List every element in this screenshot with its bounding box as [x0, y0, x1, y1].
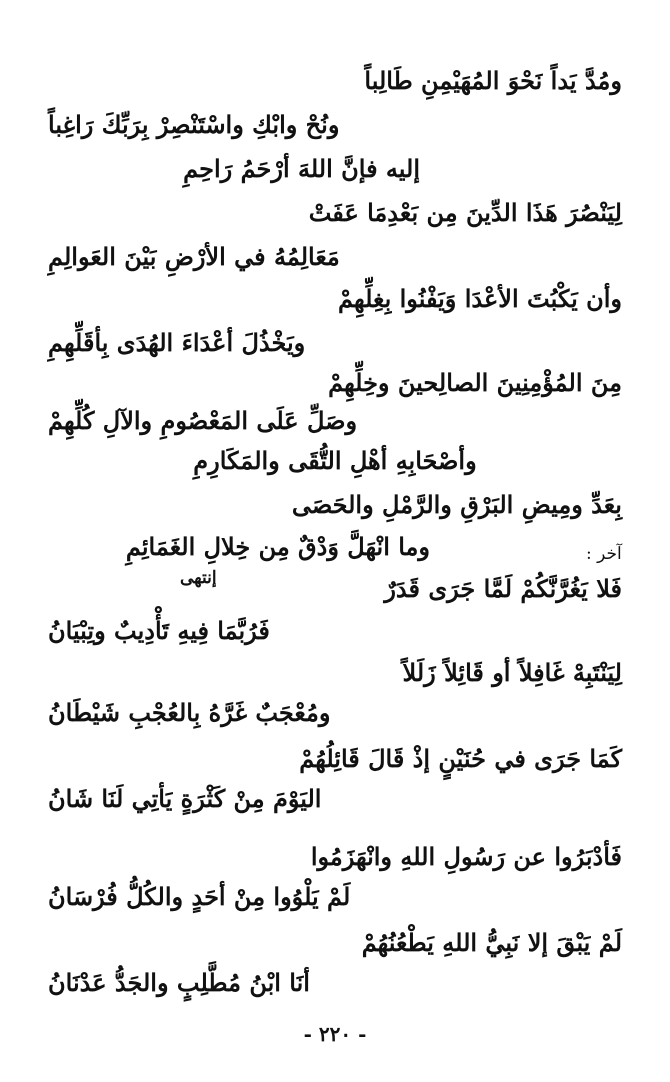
- page-number: - ٢٢٠ -: [303, 1022, 367, 1046]
- verse-line: وصَلِّ عَلَى المَعْصُومِ والآلِ كُلِّهِمْ: [48, 406, 358, 435]
- verse-line: ومُدَّ يَداً نَحْوَ المُهَيْمِنِ طَالِباً: [364, 66, 622, 95]
- verse-line: لِيَنْتَبِهْ غَافِلاً أو قَائِلاً زَلَلاً: [402, 658, 622, 687]
- verse-line: فَرُبَّمَا فِيهِ تَأْدِيبٌ وتِبْيَانُ: [48, 616, 270, 645]
- end-note: إنتهى: [180, 568, 217, 588]
- verse-line: لَمْ يَبْقَ إلا نَبِيُّ اللهِ يَطْعُنُهُمْ: [361, 928, 622, 957]
- verse-line: ومُعْجَبٌ غَرَّهُ بِالعُجْبِ شَيْطَانُ: [48, 698, 331, 727]
- verse-line: اليَوْمَ مِنْ كَثْرَةٍ يَأتِي لَنَا شَانُ: [48, 784, 322, 813]
- verse-line: فَلا يَغُرَّنَّكُمْ لَمَّا جَرَى قَدَرٌ: [384, 574, 622, 603]
- side-label: آخر :: [586, 544, 622, 564]
- verse-line: وأصْحَابِهِ أهْلِ التُّقَى والمَكَارِمِ: [193, 446, 477, 475]
- verse-line: لَمْ يَلْوُوا مِنْ أحَدٍ والكُلُّ فُرْسَانُ: [48, 882, 351, 911]
- verse-line: وما انْهَلَّ وَدْقٌ مِن خِلالِ الغَمَائِمِ: [125, 532, 430, 561]
- verse-line: إليه فإنَّ اللهَ أرْحَمُ رَاحِمِ: [183, 154, 420, 183]
- verse-line: أنَا ابْنُ مُطَّلِبٍ والجَدُّ عَدْنَانُ: [48, 968, 310, 997]
- verse-line: ويَخْذُلَ أعْدَاءَ الهُدَى بِأقَلِّهِمِ: [48, 328, 306, 357]
- verse-line: وأن يَكْبُتَ الأعْدَا وَيَفْنُوا بِغِلِّهِمْ: [338, 284, 622, 313]
- verse-line: فَأدْبَرُوا عن رَسُولِ اللهِ وانْهَزَمُوا: [310, 842, 622, 871]
- verse-line: كَمَا جَرَى في حُنَيْنٍ إذْ قَالَ قَائِلُهُمْ: [299, 744, 622, 773]
- verse-line: بِعَدِّ ومِيضِ البَرْقِ والرَّمْلِ والحَصَى: [291, 490, 622, 519]
- verse-line: لِيَنْصُرَ هَذَا الدِّينَ مِن بَعْدِمَا عَفَتْ: [308, 198, 622, 227]
- verse-line: مَعَالِمُهُ في الأرْضِ بَيْنَ العَوالِمِ: [48, 242, 340, 271]
- verse-line: ونُحْ وابْكِ واسْتَنْصِرْ بِرَبِّكَ رَاغِباً: [48, 110, 340, 139]
- verse-line: مِنَ المُؤْمِنِينَ الصالِحينَ وخِلِّهِمْ: [328, 368, 622, 397]
